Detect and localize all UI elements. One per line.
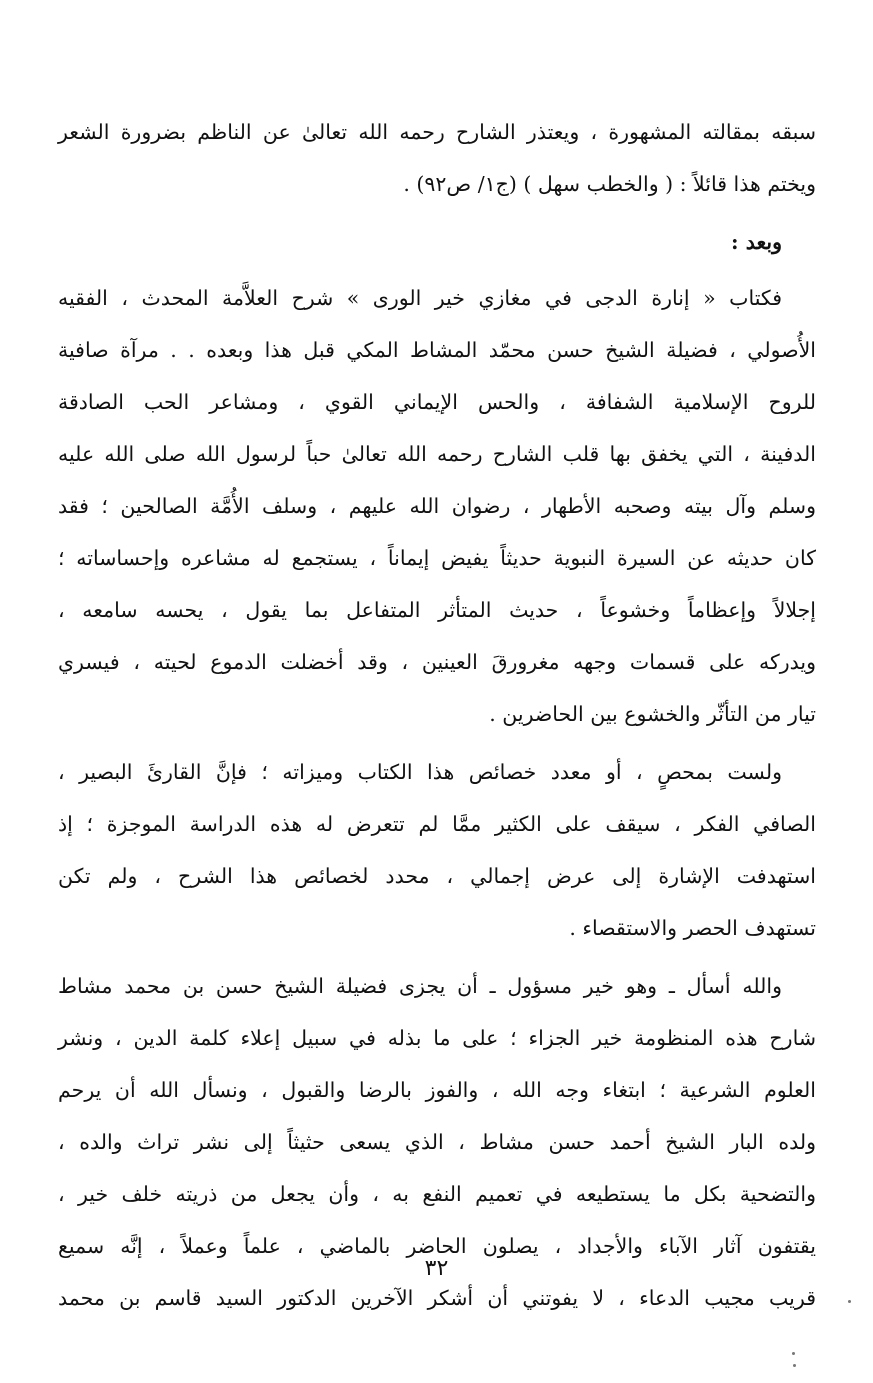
text-line: سبقه بمقالته المشهورة ، ويعتذر الشارح رحمه الله تعالىٰ عن الناظم بضرورة الشعر bbox=[58, 120, 816, 144]
text-line: وسلم وآل بيته وصحبه الأطهار ، رضوان الله عليهم ، وسلف الأُمَّة الصالحين ؛ فقد bbox=[58, 494, 816, 518]
text-line: فكتاب « إنارة الدجى في مغازي خير الورى » شرح العلاَّمة المحدث ، الفقيه bbox=[58, 286, 782, 310]
paragraph-1 bbox=[58, 272, 816, 740]
text-line: للروح الإسلامية الشفافة ، والحس الإيماني القوي ، ومشاعر الحب الصادقة bbox=[58, 390, 816, 414]
paragraph-2 bbox=[58, 746, 816, 954]
text-line: ولده البار الشيخ أحمد حسن مشاط ، الذي يسعى حثيثاً إلى نشر تراث والده ، bbox=[58, 1130, 816, 1154]
scan-speck bbox=[848, 1300, 851, 1303]
text-line: ويختم هذا قائلاً : ( والخطب سهل ) (ج١/ ص٩٢) . bbox=[403, 172, 816, 196]
text-line: يقتفون آثار الآباء والأجداد ، يصلون الحاضر بالماضي ، علماً وعملاً ، إنَّه سميع bbox=[58, 1234, 816, 1258]
text-line: العلوم الشرعية ؛ ابتغاء وجه الله ، والفوز بالرضا والقبول ، ونسأل الله أن يرحم bbox=[58, 1078, 816, 1102]
text-line: تستهدف الحصر والاستقصاء . bbox=[569, 916, 816, 940]
text-line: قريب مجيب الدعاء ، لا يفوتني أن أشكر الآخرين الدكتور السيد قاسم بن محمد bbox=[58, 1286, 816, 1310]
text-line: الأُصولي ، فضيلة الشيخ حسن محمّد المشاط المكي قبل هذا وبعده . . مرآة صافية bbox=[58, 338, 816, 362]
text-line: شارح هذه المنظومة خير الجزاء ؛ على ما بذله في سبيل إعلاء كلمة الدين ، ونشر bbox=[58, 1026, 816, 1050]
text-line: والتضحية بكل ما يستطيعه في تعميم النفع به ، وأن يجعل من ذريته خلف خير ، bbox=[58, 1182, 816, 1206]
text-line: تيار من التأثّر والخشوع بين الحاضرين . bbox=[489, 702, 816, 726]
document-page bbox=[58, 106, 816, 1330]
scan-speck bbox=[793, 1364, 796, 1367]
text-line: والله أسأل ـ وهو خير مسؤول ـ أن يجزى فضيلة الشيخ حسن بن محمد مشاط bbox=[58, 974, 782, 998]
text-line: استهدفت الإشارة إلى عرض إجمالي ، محدد لخصائص هذا الشرح ، ولم تكن bbox=[58, 864, 816, 888]
section-heading: وبعد : bbox=[731, 230, 782, 254]
scan-speck bbox=[792, 1352, 795, 1355]
page-number: ٣٢ bbox=[424, 1256, 449, 1281]
text-line: الدفينة ، التي يخفق بها قلب الشارح رحمه الله تعالىٰ حباً لرسول الله صلى الله عليه bbox=[58, 442, 816, 466]
text-line: ويدركه على قسمات وجهه مغرورقَ العينين ، وقد أخضلت الدموع لحيته ، فيسري bbox=[58, 650, 816, 674]
text-line: إجلالاً وإعظاماً وخشوعاً ، حديث المتأثر المتفاعل بما يقول ، يحسه سامعه ، bbox=[58, 598, 816, 622]
text-line: الصافي الفكر ، سيقف على الكثير ممَّا لم تتعرض له هذه الدراسة الموجزة ؛ إذ bbox=[58, 812, 816, 836]
intro-paragraph bbox=[58, 106, 816, 210]
text-line: ولست بمحصٍ ، أو معدد خصائص هذا الكتاب وميزاته ؛ فإنَّ القارئَ البصير ، bbox=[58, 760, 782, 784]
text-line: كان حديثه عن السيرة النبوية حديثاً يفيض إيماناً ، يستجمع له مشاعره وإحساساته ؛ bbox=[58, 546, 816, 570]
